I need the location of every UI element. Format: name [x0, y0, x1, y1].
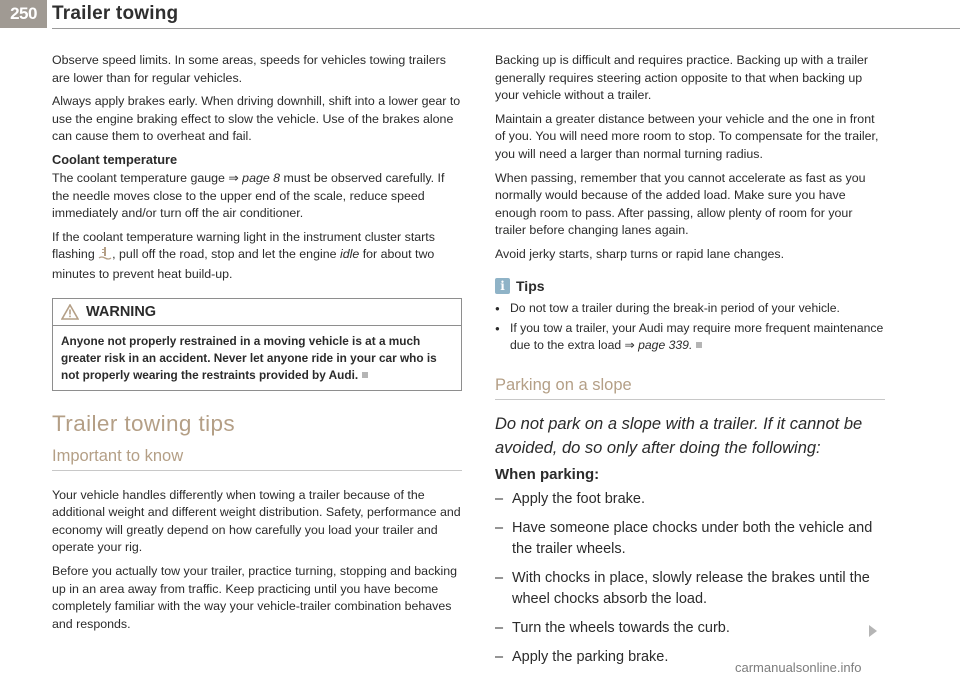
warning-triangle-icon — [61, 304, 79, 320]
heading-trailer-towing-tips: Trailer towing tips — [52, 410, 236, 436]
header-rule — [52, 28, 960, 29]
parking-steps-list — [495, 489, 885, 668]
warning-box — [52, 298, 462, 391]
parking-step: – Apply the parking brake. — [495, 647, 885, 668]
parking-step: – Apply the foot brake. — [495, 489, 885, 510]
page-header — [0, 0, 960, 30]
coolant-temperature-icon — [98, 247, 112, 266]
page-ref-link[interactable]: page 8 — [242, 170, 281, 185]
tips-header — [495, 278, 885, 294]
info-icon: i — [495, 278, 510, 294]
page-number: 250 — [0, 0, 47, 28]
tips-list — [495, 300, 885, 354]
brakes-paragraph: Always apply brakes early. When driving downhill, shift into a lower gear to use the engine braking effect to slow the vehicle. Use of the brakes alone can cause them to overheat and fail. — [52, 94, 461, 144]
distance-paragraph: Maintain a greater distance between your vehicle and the one in front of you. You will need more room to stop. To compensate for the trailer, you will need a larger than normal turning radius. — [495, 111, 879, 161]
tips-title: Tips — [516, 277, 545, 294]
warning-header — [53, 299, 461, 326]
parking-step: – Turn the wheels towards the curb. — [495, 618, 885, 639]
passing-paragraph: When passing, remember that you cannot accelerate as fast as you normally would because of the added load. Make sure you have enough room to pass. After passing, allow plenty of room for your trailer before changing lanes again. — [495, 170, 866, 238]
text-fragment: must be observed carefully. If the needle moves close to the upper end of the scale, reduce speed immediately and/or turn off the air conditioner. — [52, 170, 445, 221]
heading-parking-on-a-slope: Parking on a slope — [495, 375, 632, 394]
jerky-starts-paragraph: Avoid jerky starts, sharp turns or rapid lane changes. — [495, 246, 785, 261]
coolant-warning-paragraph — [52, 229, 462, 284]
text-fragment: If the coolant temperature warning light in the instrument cluster starts flashing — [52, 229, 435, 262]
end-of-section-icon — [362, 372, 368, 378]
coolant-heading: Coolant temperature — [52, 151, 178, 167]
parking-step: – Have someone place chocks under both the vehicle and the trailer wheels. — [495, 518, 885, 560]
parking-intro: Do not park on a slope with a trailer. If it cannot be avoided, do so only after doing the following: — [495, 414, 863, 457]
watermark: carmanualsonline.info — [735, 660, 862, 675]
text-fragment: The coolant temperature gauge ⇒ — [52, 170, 243, 185]
section-title: Trailer towing — [52, 3, 179, 24]
warning-title: WARNING — [86, 303, 157, 320]
backing-up-paragraph: Backing up is difficult and requires practice. Backing up with a trailer generally requires steering action opposite to that when backing up your vehicle without a trailer. — [495, 53, 869, 103]
tip-item: ● Do not tow a trailer during the break-in period of your vehicle. — [495, 300, 885, 317]
left-column — [52, 52, 462, 639]
end-of-section-icon — [696, 342, 702, 348]
tip-item — [495, 320, 885, 354]
handling-paragraph: Your vehicle handles differently when towing a trailer because of the additional weight and different weight distribution. Safety, performance and economy will greatly depend on how carefully you load your trailer and operate your rig. — [52, 487, 461, 555]
text-fragment: for about two minutes to prevent heat build-up. — [52, 247, 435, 281]
text-fragment: idle — [339, 247, 360, 262]
warning-body — [53, 326, 461, 390]
heading-rule — [495, 399, 885, 400]
practice-paragraph: Before you actually tow your trailer, practice turning, stopping and backing up in an area away from traffic. Keep practicing until you have become completely familiar with the way your vehicle-trailer combination behaves and responds. — [52, 563, 457, 631]
when-parking-heading: When parking: — [495, 465, 600, 483]
speed-limits-paragraph: Observe speed limits. In some areas, speeds for vehicles towing trailers are lower than for regular vehicles. — [52, 53, 446, 85]
right-column — [495, 52, 885, 676]
parking-step: – With chocks in place, slowly release the brakes until the wheel chocks absorb the load. — [495, 568, 885, 610]
heading-important-to-know: Important to know — [52, 446, 184, 465]
warning-text: Anyone not properly restrained in a moving vehicle is at a much greater risk in an accident. Never let anyone ride in your car who is not properly wearing the restraints provided by Audi. — [61, 333, 437, 382]
continue-arrow-icon — [869, 625, 877, 637]
text-fragment: , pull off the road, stop and let the engine — [112, 247, 340, 262]
coolant-gauge-paragraph — [52, 170, 462, 223]
heading-rule — [52, 470, 462, 471]
text-fragment: If you tow a trailer, your Audi may require more frequent maintenance due to the extra load ⇒ — [510, 320, 884, 352]
page-ref-link[interactable]: page 339. — [638, 337, 693, 352]
